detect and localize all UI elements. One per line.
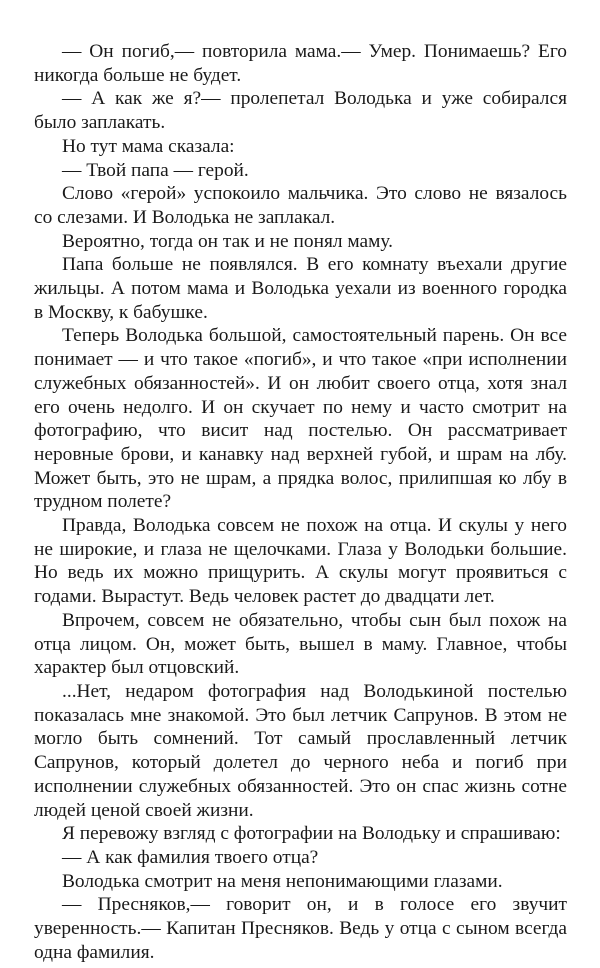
paragraph-14: Володька смотрит на меня непонимающими глазами. [62, 870, 503, 892]
paragraph-11: ...Нет, недаром фотография над Володькиной постелью показалась мне знакомой. Это был летчик Сапрунов. В этом не могло быть сомнений. Тот самый прославленный летчик Сапрунов, который долетел до черного неба и погиб при исполнении служебных обязанностей. Это он спас жизнь сотне людей ценой своей жизни. [34, 680, 567, 821]
paragraph-5: Слово «герой» успокоило мальчика. Это слово не вязалось со слезами. И Володька не заплакал. [34, 183, 567, 228]
paragraph-12: Я перевожу взгляд с фотографии на Володьку и спрашиваю: [62, 823, 561, 845]
paragraph-9: Правда, Володька совсем не похож на отца. И скулы у него не широкие, и глаза не щелочками. Глаза у Володьки большие. Но ведь их можно прищурить. А скулы могут проявиться с годами. Вырастут. Ведь человек растет до двадцати лет. [34, 515, 567, 608]
paragraph-7: Папа больше не появлялся. В его комнату въехали другие жильцы. А потом мама и Володька уехали из военного городка в Москву, к бабушке. [34, 254, 567, 323]
paragraph-10: Впрочем, совсем не обязательно, чтобы сын был похож на отца лицом. Он, может быть, вышел в маму. Главное, чтобы характер был отцовский. [34, 609, 567, 679]
book-page [34, 40, 567, 964]
paragraph-3: Но тут мама сказала: [62, 135, 235, 157]
paragraph-8: Теперь Володька большой, самостоятельный парень. Он все понимает — и что такое «погиб», и что такое «при исполнении служебных обязанностей». И он любит своего отца, хотя знал его очень недолго. И он скучает по нему и часто смотрит на фотографию, что висит над постелью. Он рассматривает неровные брови, и канавку над верхней губой, и шрам на лбу. Может быть, это не шрам, а прядка волос, прилипшая ко лбу в трудном полете? [34, 325, 567, 513]
paragraph-6: Вероятно, тогда он так и не понял маму. [62, 230, 394, 252]
paragraph-1: — Он погиб,— повторила мама.— Умер. Понимаешь? Его никогда больше не будет. [34, 41, 567, 86]
paragraph-4: — Твой папа — герой. [62, 159, 249, 181]
paragraph-15: — Пресняков,— говорит он, и в голосе его звучит уверенность.— Капитан Пресняков. Ведь у отца с сыном всегда одна фамилия. [34, 894, 567, 963]
paragraph-2: — А как же я?— пролепетал Володька и уже собирался было заплакать. [34, 88, 567, 134]
paragraph-13: — А как фамилия твоего отца? [62, 846, 319, 868]
